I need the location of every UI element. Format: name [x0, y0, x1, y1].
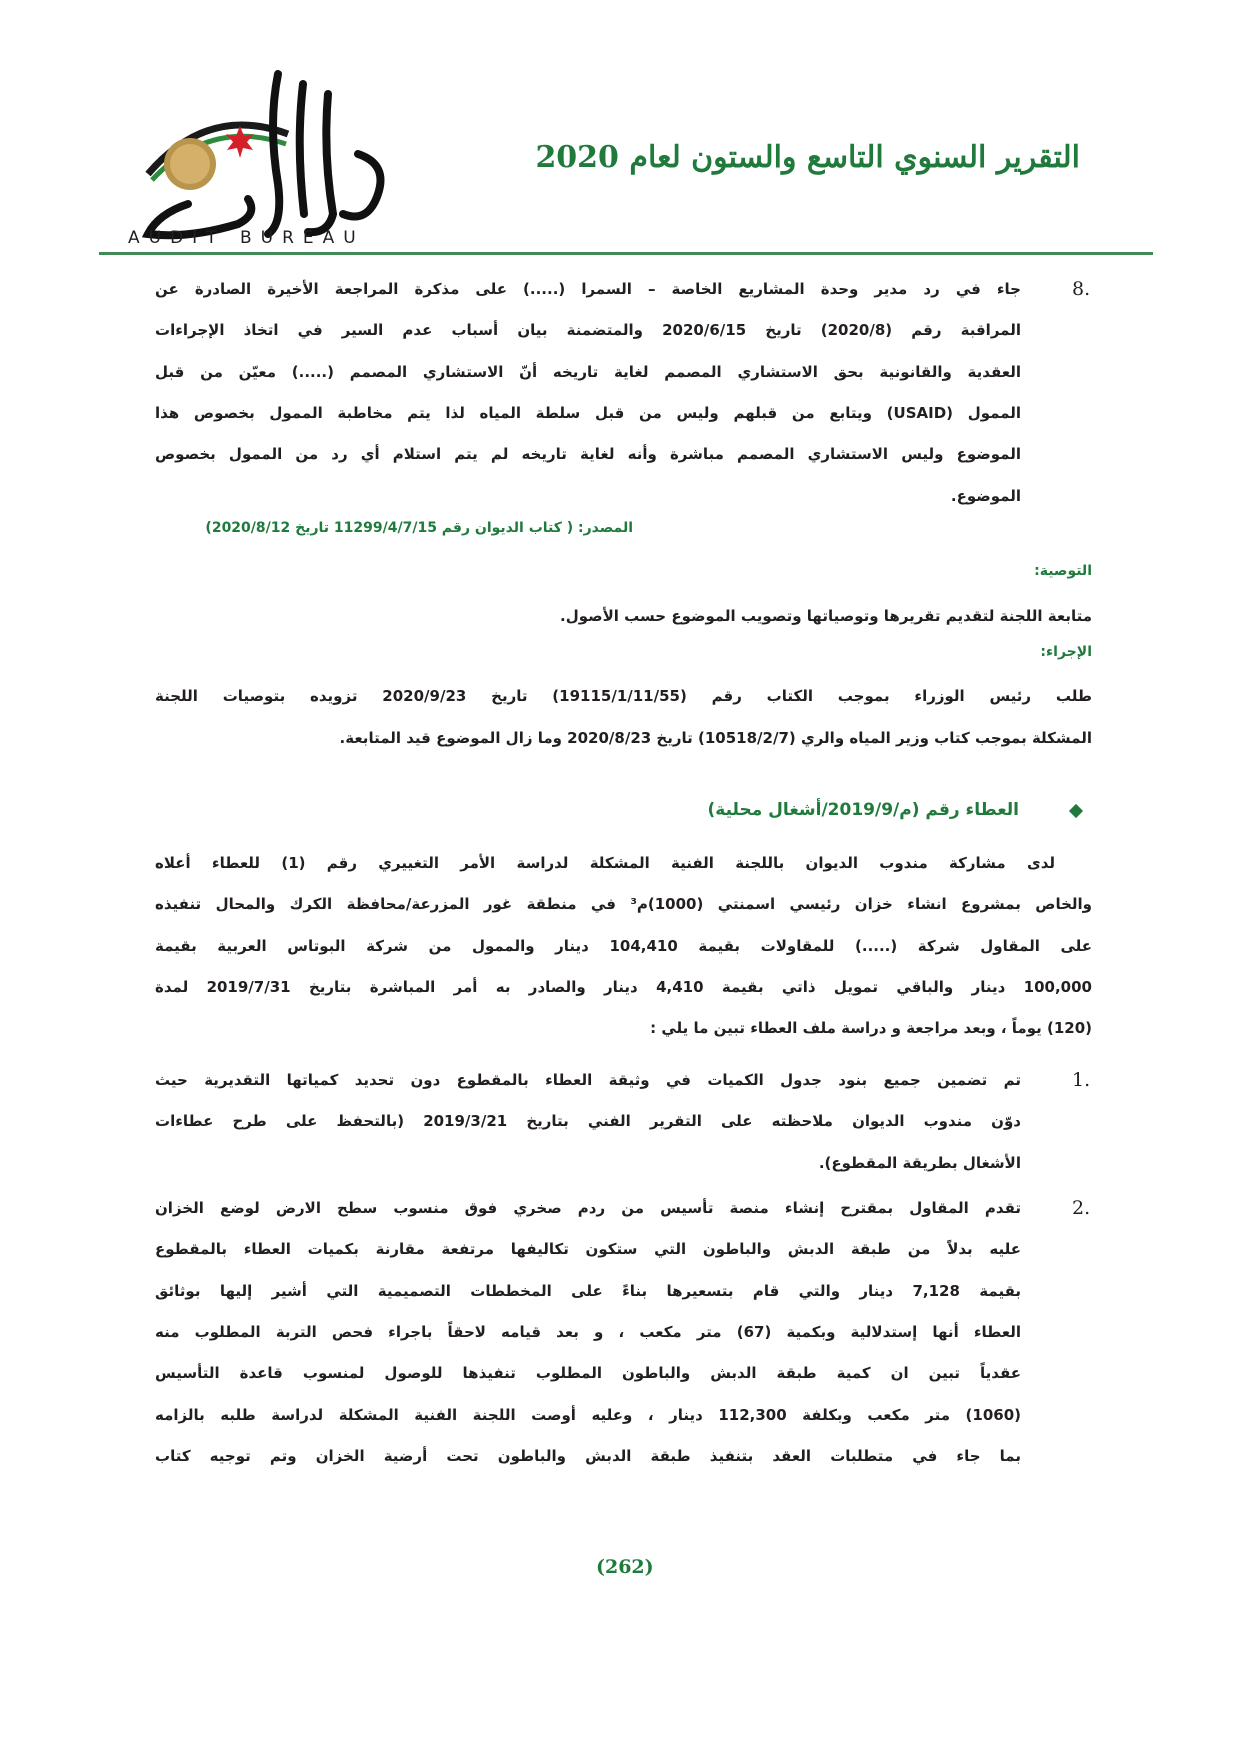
- audit-bureau-logo: [128, 64, 418, 254]
- text-line: 100,000 دينار والباقي تمويل ذاتي بقيمة 4,410 دينار والصادر به أمر المباشرة بتاريخ 2019/7/31 لمدة: [155, 978, 1092, 996]
- text-line: المشكلة بموجب كتاب وزير المياه والري (10518/2/7) تاريخ 2020/8/23 وما زال الموضوع قيد المتابعة.: [339, 729, 1092, 747]
- text-line: المراقبة رقم (2020/8) تاريخ 2020/6/15 والمتضمنة بيان أسباب عدم السير في اتخاذ الإجراءات: [155, 321, 1021, 339]
- action-heading: الإجراء:: [1040, 644, 1092, 660]
- text-line: العقدية والقانونية بحق الاستشاري المصمم لغاية تاريخه أنّ الاستشاري المصمم (.....) معيّن من قبل: [155, 363, 1021, 381]
- text-line: والخاص بمشروع انشاء خزان رئيسي اسمنتي (1000)م³ في منطقة غور المزرعة/محافظة الكرك والمحال تنفيذه: [155, 895, 1092, 913]
- bullet-diamond-icon: [1069, 804, 1083, 818]
- text-line: جاء في رد مدير وحدة المشاريع الخاصة – السمرا (.....) على مذكرة المراجعة الأخيرة الصادرة عن: [155, 280, 1021, 298]
- text-line: دوّن مندوب الديوان ملاحظته على التقرير الفني بتاريخ 2019/3/21 (بالتحفظ على طرح عطاءات: [155, 1112, 1022, 1130]
- text-line: تم تضمين جميع بنود جدول الكميات في وثيقة العطاء بالمقطوع دون تحديد كمياتها التقديرية حيث: [155, 1071, 1021, 1089]
- source-reference: المصدر: ( كتاب الديوان رقم 11299/4/7/15 تاريخ 2020/8/12): [205, 520, 633, 536]
- recommendation-heading: التوصية:: [1034, 563, 1092, 579]
- text-line: بما جاء في متطلبات العقد بتنفيذ طبقة الدبش والباطون تحت أرضية الخزان وتم توجيه كتاب: [155, 1447, 1021, 1465]
- header-divider: [99, 252, 1153, 255]
- text-line: بقيمة 7,128 دينار والتي قام بتسعيرها بناءً على المخططات التصميمية التي أشير إليها بوثائق: [155, 1282, 1022, 1300]
- text-line: العطاء أنها إستدلالية وبكمية (67) متر مكعب ، و بعد قيامه لاحقاً باجراء فحص التربة المطلوب منه: [155, 1323, 1021, 1341]
- text-line: عليه بدلاً من طبقة الدبش والباطون التي ستكون تكاليفها مرتفعة مقارنة بكميات العطاء بالمقطوع: [155, 1240, 1021, 1258]
- report-title: التقرير السنوي التاسع والستون لعام 2020: [535, 140, 1080, 175]
- text-line: متابعة اللجنة لتقديم تقريرها وتوصياتها وتصويب الموضوع حسب الأصول.: [560, 607, 1092, 625]
- text-line: على المقاول شركة (.....) للمقاولات بقيمة 104,410 دينار والممول من شركة البوتاس العربية بقيمة: [155, 937, 1092, 955]
- item-number: 1.: [1072, 1069, 1091, 1091]
- text-line: (120) يوماً ، وبعد مراجعة و دراسة ملف العطاء تبين ما يلي :: [650, 1019, 1092, 1037]
- page-number: (262): [596, 1556, 654, 1578]
- text-line: طلب رئيس الوزراء بموجب الكتاب رقم (19115/1/11/55) تاريخ 2020/9/23 تزويده بتوصيات اللجنة: [155, 687, 1093, 705]
- item-number: 8.: [1072, 278, 1091, 300]
- tender-heading: العطاء رقم (م/2019/9/أشغال محلية): [707, 800, 1019, 820]
- text-line: لدى مشاركة مندوب الديوان باللجنة الفنية المشكلة لدراسة الأمر التغييري رقم (1) للعطاء أعلاه: [155, 854, 1055, 872]
- item-number: 2.: [1072, 1197, 1091, 1219]
- text-line: الأشغال بطريقة المقطوع).: [818, 1154, 1021, 1172]
- text-line: (1060) متر مكعب وبكلفة 112,300 دينار ، وعليه أوصت اللجنة الفنية المشكلة لدراسة طلبه بالزامه: [155, 1406, 1021, 1424]
- text-line: الموضوع.: [950, 487, 1021, 505]
- text-line: الممول (USAID) ويتابع من قبلهم وليس من قبل سلطة المياه لذا يتم مخاطبة الممول بخصوص هذا: [155, 404, 1021, 422]
- logo-emblem-icon: [128, 64, 418, 254]
- text-line: الموضوع وليس الاستشاري المصمم مباشرة وأنه لغاية تاريخه لم يتم استلام أي رد من الممول بخصوص: [155, 445, 1021, 463]
- logo-english-text: AUDIT BUREAU: [128, 228, 365, 248]
- text-line: عقدياً تبين ان كمية طبقة الدبش والباطون المطلوب تنفيذها للوصول لمنسوب قاعدة التأسيس: [155, 1364, 1021, 1382]
- text-line: تقدم المقاول بمقترح إنشاء منصة تأسيس من ردم صخري فوق منسوب سطح الارض لوضع الخزان: [155, 1199, 1021, 1217]
